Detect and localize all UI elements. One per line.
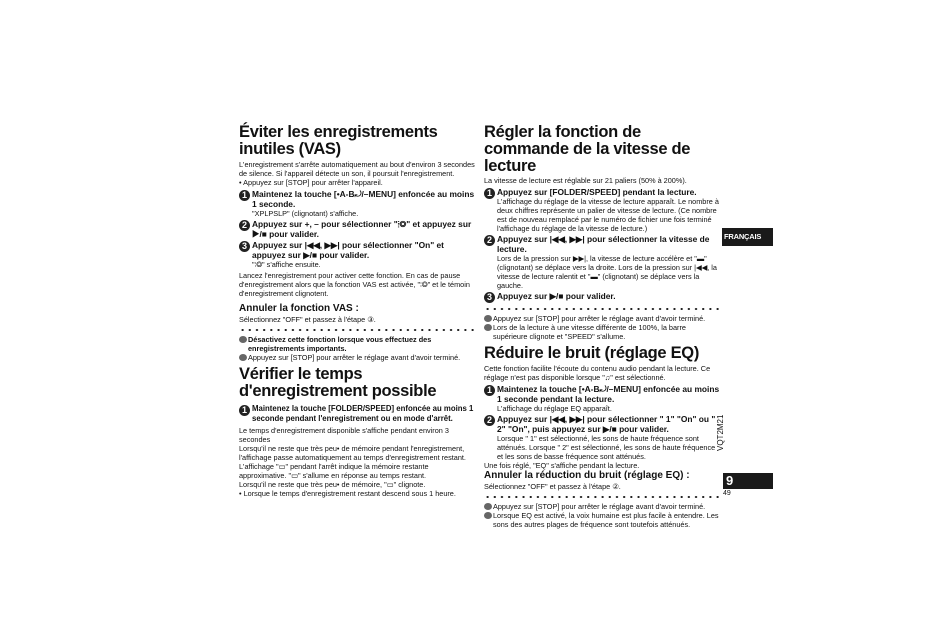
step-number: 2 <box>239 220 250 231</box>
step-instruction: Maintenez la touche [FOLDER/SPEED] enfoncée au moins 1 seconde pendant l'enregistrement ou en mode d'arrêt. <box>252 404 474 423</box>
bullet-icon <box>484 324 492 331</box>
cancel-eq-text: Sélectionnez "OFF" et passez à l'étape ②. <box>484 482 621 491</box>
eq-after: Une fois réglé, "EQ" s'affiche pendant la lecture. <box>484 461 640 470</box>
dotted-divider <box>484 495 720 499</box>
speed-step-2 <box>484 234 720 290</box>
step-number: 1 <box>484 385 495 396</box>
page-number: 49 <box>723 490 731 497</box>
speed-step-3 <box>484 291 720 303</box>
step-detail: Lorsque " 1" est sélectionné, les sons de haute fréquence sont atténués. Lorsque " 2" est sélectionné, les sons de haute fréquence et les sons de basse fréquence sont atténués. <box>497 434 716 461</box>
step-instruction: Appuyez sur +, – pour sélectionner "⦙◎" et appuyez sur ▶/■ pour valider. <box>252 219 472 239</box>
time-bullet: • Lorsque le temps d'enregistrement restant descend sous 1 heure. <box>239 489 456 498</box>
note-item: Appuyez sur [STOP] pour arrêter le réglage avant d'avoir terminé. <box>239 353 475 362</box>
language-tab: FRANÇAIS <box>722 228 773 246</box>
vas-intro-bullet: • Appuyez sur [STOP] pour arrêter l'appareil. <box>239 178 383 187</box>
right-column <box>484 124 720 529</box>
step-number: 2 <box>484 235 495 246</box>
eq-step-1 <box>484 384 720 413</box>
time-paragraph-1: Le temps d'enregistrement disponible s'affiche pendant environ 3 secondes <box>239 426 449 444</box>
bullet-icon <box>484 503 492 510</box>
time-step-1 <box>239 404 475 424</box>
bullet-icon <box>239 354 247 361</box>
time-title: Vérifier le temps d'enregistrement possible <box>239 365 437 400</box>
note-item: Lors de la lecture à une vitesse différente de 100%, la barre supérieure clignote et "SPEED" s'allume. <box>484 323 720 341</box>
step-detail: Lors de la pression sur ▶▶|, la vitesse de lecture accélère et "▬" (clignotant) se déplace vers la droite. Lors de la pression sur |◀◀, la vitesse de lecture ralentit et "▬" (clignotant) se déplace vers la gauche. <box>497 254 717 290</box>
vas-intro: L'enregistrement s'arrête automatiquement au bout d'environ 3 secondes de silence. Si l'appareil détecte un son, il poursuit l'enregistrement. <box>239 160 475 178</box>
speed-intro: La vitesse de lecture est réglable sur 21 paliers (50% à 200%). <box>484 176 687 185</box>
note-item: Lorsque EQ est activé, la voix humaine est plus facile à entendre. Les sons des autres plages de fréquence sont toutefois atténués. <box>484 511 720 529</box>
dotted-divider <box>484 307 720 311</box>
speed-title: Régler la fonction de commande de la vitesse de lecture <box>484 123 691 175</box>
vas-step-2 <box>239 219 475 239</box>
cancel-eq-title: Annuler la réduction du bruit (réglage EQ) : <box>484 470 690 481</box>
note-item: Appuyez sur [STOP] pour arrêter le réglage avant d'avoir terminé. <box>484 314 720 323</box>
vas-paragraph: Lancez l'enregistrement pour activer cette fonction. En cas de pause d'enregistrement alors que la fonction VAS est activée, "⦙◎" et le témoin d'enregistrement clignotent. <box>239 271 470 298</box>
cancel-vas-title: Annuler la fonction VAS : <box>239 303 359 314</box>
step-number: 3 <box>484 292 495 303</box>
step-instruction: Appuyez sur |◀◀, ▶▶| pour sélectionner la vitesse de lecture. <box>497 234 710 254</box>
note-item: Désactivez cette fonction lorsque vous effectuez des enregistrements importants. <box>239 335 475 353</box>
step-number: 2 <box>484 415 495 426</box>
step-detail: "XPLPSLP" (clignotant) s'affiche. <box>252 209 359 218</box>
bullet-icon <box>484 512 492 519</box>
vas-title: Éviter les enregistrements inutiles (VAS) <box>239 123 438 158</box>
cancel-vas-text: Sélectionnez "OFF" et passez à l'étape ③. <box>239 315 376 324</box>
eq-step-2 <box>484 414 720 461</box>
bullet-icon <box>239 336 247 343</box>
step-detail: L'affichage du réglage de la vitesse de lecture apparaît. Le nombre à deux chiffres représente un palier de vitesse de lecture. (Ce nombre est de nouveau remplacé par le numéro de fichier une fois terminé l'affichage du réglage de la vitesse de lecture.) <box>497 197 719 233</box>
step-instruction: Maintenez la touche [•A-B⤾/–MENU] enfoncée au moins 1 seconde. <box>252 189 475 209</box>
step-instruction: Appuyez sur |◀◀, ▶▶| pour sélectionner "On" et appuyez sur ▶/■ pour valider. <box>252 240 444 260</box>
document-code: VQT2M21 <box>716 414 725 451</box>
eq-title: Réduire le bruit (réglage EQ) <box>484 344 700 362</box>
step-instruction: Appuyez sur ▶/■ pour valider. <box>497 291 616 301</box>
vas-step-1 <box>239 189 475 218</box>
bullet-icon <box>484 315 492 322</box>
time-paragraph-2: Lorsqu'il ne reste que très peu• de mémoire pendant l'enregistrement, l'affichage passe automatiquement au temps d'enregistrement restant. L'affichage "▭" pendant l'arrêt indique la mémoire restante approximative. "▭" s'allume en réponse au temps restant. <box>239 444 466 480</box>
vas-step-3 <box>239 240 475 269</box>
step-detail: "⦙◎" s'affiche ensuite. <box>252 260 321 269</box>
step-number: 3 <box>239 241 250 252</box>
step-detail: L'affichage du réglage EQ apparaît. <box>497 404 612 413</box>
step-instruction: Appuyez sur [FOLDER/SPEED] pendant la lecture. <box>497 187 697 197</box>
step-number: 1 <box>484 188 495 199</box>
step-instruction: Appuyez sur |◀◀, ▶▶| pour sélectionner " 1" "On" ou " 2" "On", puis appuyez sur ▶/■ pour valider. <box>497 414 716 434</box>
left-column <box>239 124 475 498</box>
speed-step-1 <box>484 187 720 233</box>
eq-intro: Cette fonction facilite l'écoute du contenu audio pendant la lecture. Ce réglage n'est pas disponible lorsque "♫" est sélectionné. <box>484 364 711 382</box>
page-box: 9 <box>723 473 773 489</box>
step-instruction: Maintenez la touche [•A-B⤾/–MENU] enfoncée au moins 1 seconde pendant la lecture. <box>497 384 720 404</box>
note-item: Appuyez sur [STOP] pour arrêter le réglage avant d'avoir terminé. <box>484 502 720 511</box>
time-paragraph-3: Lorsqu'il ne reste que très peu• de mémoire, "▭" clignote. <box>239 480 426 489</box>
dotted-divider <box>239 328 475 332</box>
step-number: 1 <box>239 405 250 416</box>
step-number: 1 <box>239 190 250 201</box>
